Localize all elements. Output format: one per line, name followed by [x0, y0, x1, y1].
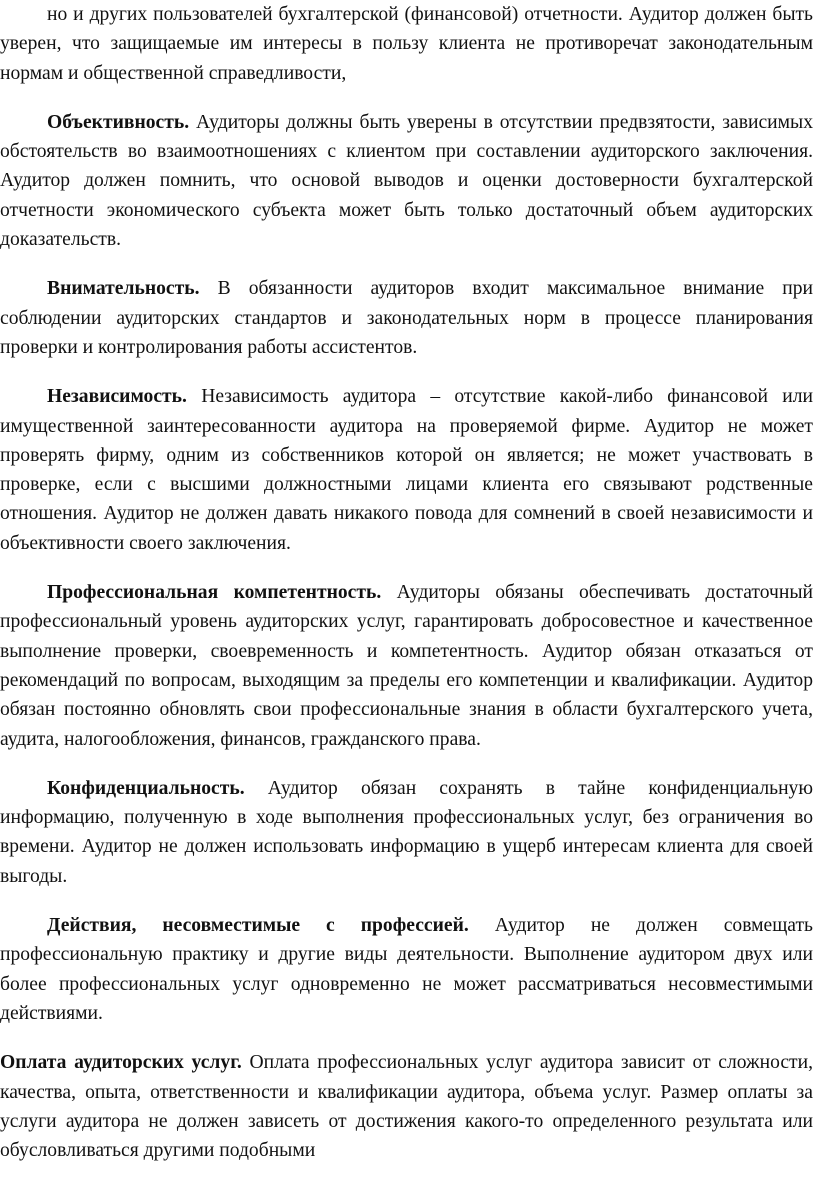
paragraph-term: Объективность.	[47, 111, 190, 133]
paragraph-text: Аудитор обязан сохранять в тайне конфиденциальную информацию, полученную в ходе выполнения профессиональных услуг, без ограничения во времени. Аудитор не должен использовать информацию в ущерб интересам клиента для своей выгоды.	[0, 777, 813, 887]
paragraph-competence	[0, 578, 813, 754]
paragraph-term: Конфиденциальность.	[47, 777, 245, 799]
paragraph-text: Независимость аудитора – отсутствие какой-либо финансовой или имущественной заинтересованности аудитора на проверяемой фирме. Аудитор не может проверять фирму, одним из собственников которой он является; не может участвовать в проверке, если с высшими должностными лицами клиента его связывают родственные отношения. Аудитор не должен давать никакого повода для сомнений в своей независимости и объективности своего заключения.	[0, 386, 813, 554]
paragraph-text: Аудиторы должны быть уверены в отсутствии предвзятости, зависимых обстоятельств во взаимоотношениях с клиентом при составлении аудиторского заключения. Аудитор должен помнить, что основой выводов и оценки достоверности бухгалтерской отчетности экономического субъекта может быть только достаточный объем аудиторских доказательств.	[0, 111, 813, 251]
paragraph-term: Профессиональная компетентность.	[47, 582, 382, 604]
paragraph-text: Оплата профессиональных услуг аудитора зависит от сложности, качества, опыта, ответственности и квалификации аудитора, объема услуг. Размер оплаты за услуги аудитора не должен зависеть от достижения какого-то определенного результата или обусловливаться другими подобными	[0, 1052, 814, 1162]
paragraph-term: Внимательность.	[47, 278, 200, 300]
paragraph-confidentiality	[0, 774, 813, 891]
paragraph-attentiveness	[0, 274, 813, 362]
paragraph-term: Оплата аудиторских услуг.	[0, 1052, 242, 1074]
paragraph-independence	[0, 382, 813, 558]
paragraph-text: но и других пользователей бухгалтерской (финансовой) отчетности. Аудитор должен быть уверен, что защищаемые им интересы в пользу клиента не противоречат законодательным нормам и общественной справедливости,	[0, 4, 813, 84]
paragraph-audit-fees	[0, 1048, 813, 1165]
paragraph-text: Аудиторы обязаны обеспечивать достаточный профессиональный уровень аудиторских услуг, гарантировать добросовестное и качественное выполнение проверки, своевременность и компетентность. Аудитор обязан отказаться от рекомендаций по вопросам, выходящим за пределы его компетенции и квалификации. Аудитор обязан постоянно обновлять свои профессиональные знания в области бухгалтерского учета, аудита, налогообложения, финансов, гражданского права.	[0, 582, 813, 750]
paragraph-text: В обязанности аудиторов входит максимальное внимание при соблюдении аудиторских стандартов и законодательных норм в процессе планирования проверки и контролирования работы ассистентов.	[0, 278, 813, 358]
paragraph-incompatible-actions	[0, 911, 813, 1028]
paragraph-term: Независимость.	[47, 386, 187, 408]
paragraph-term: Действия, несовместимые с профессией.	[47, 915, 469, 937]
paragraph-text: Аудитор не должен совмещать профессиональную практику и другие виды деятельности. Выполнение аудитором двух или более профессиональных услуг одновременно не может рассматриваться несовместимыми действиями.	[0, 915, 813, 1024]
paragraph-objectivity	[0, 108, 813, 254]
paragraph-continuation	[0, 0, 813, 88]
